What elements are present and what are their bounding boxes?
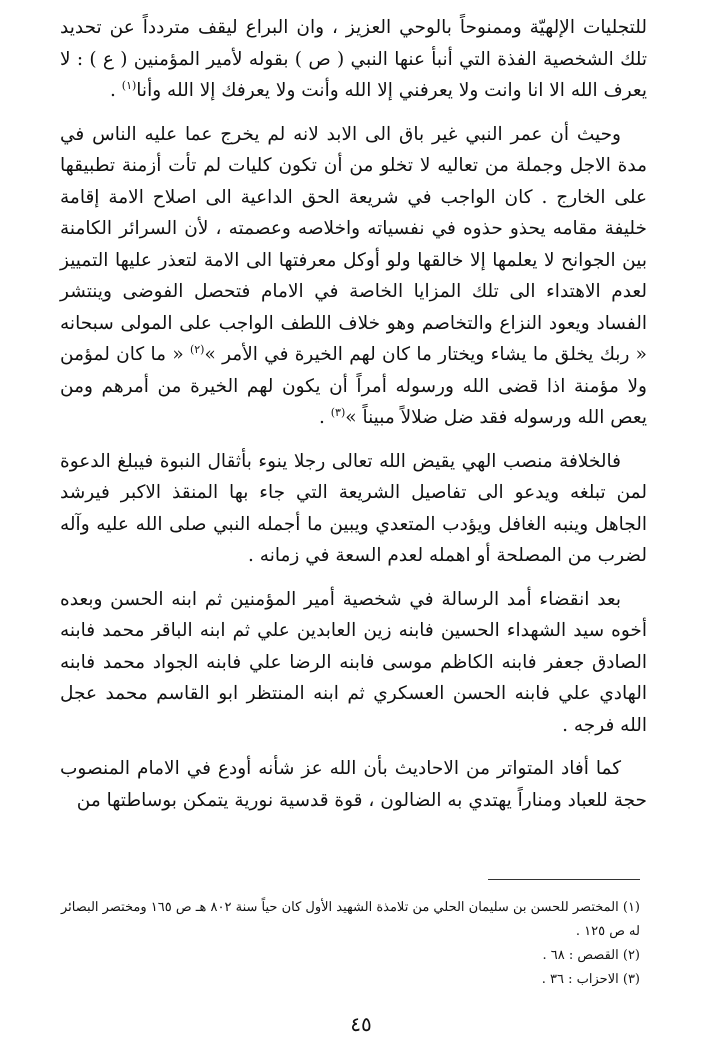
page-number: ٤٥ [350,1012,372,1036]
paragraph-3: فالخلافة منصب الهي يقيض الله تعالى رجلا ينوء بأثقال النبوة فيبلغ الدعوة لمن تبلغه ويدعو الى تفاصيل الشريعة التي جاء بها المنقذ الاكبر فيرشد الجاهل وينبه الغافل ويؤدب المتعدي ويبين ما أجمله النبي صلى الله عليه وآله لضرب من المصلحة أو اهمله لعدم السعة في زمانه . [60,450,647,566]
footnote-3: (٣) الاحزاب : ٣٦ . [541,972,640,987]
footnote-2: (٢) القصص : ٦٨ . [542,948,640,963]
footnotes [60,896,640,992]
footnote-1: (١) المختصر للحسن بن سليمان الحلي من تلامذة الشهيد الأول كان حياً سنة ٨٠٢ هـ ص ١٦٥ ومختصر البصائر له ص ١٢٥ . [61,900,640,939]
footnote-ref-2: (٢) [189,342,205,356]
body-text [60,12,647,828]
footnote-ref-1: (١) [121,78,137,92]
paragraph-1: للتجليات الإلهيّة وممنوحاً بالوحي العزيز ، وان البراع ليقف متردداً عن تحديد تلك الشخصية الفذة التي أنبأ عنها النبي ( ص ) بقوله لأمير المؤمنين ( ع ) : لا يعرف الله الا انا وانت ولا يعرفني إلا الله وأنت ولا يعرفك إلا الله وأنا$^{(١)}$ . [60,17,647,101]
paragraph-4: بعد انقضاء أمد الرسالة في شخصية أمير المؤمنين ثم ابنه الحسن وبعده أخوه سيد الشهداء الحسين فابنه زين العابدين علي ثم ابنه الباقر محمد فابنه الصادق جعفر فابنه الكاظم موسى فابنه الرضا علي فابنه الجواد محمد فابنه الهادي علي فابنه الحسن العسكري ثم ابنه المنتظر ابو القاسم محمد عجل الله فرجه . [60,588,647,736]
paragraph-2: وحيث أن عمر النبي غير باق الى الابد لانه لم يخرج عما عليه الناس في مدة الاجل وجملة من تعاليه لا تخلو من أن تكون كليات لم تأت أزمنة تطبيقها على الخارج . كان الواجب في شريعة الحق الداعية الى اصلاح الامة إقامة خليفة مقامه يحذو حذوه في نفسياته واخلاصه وعصمته ، لأن السرائر الكامنة بين الجوانح لا يعلمها إلا خالقها ولو أوكل معرفتها الى الامة لتعذر عليها التمييز لعدم الاهتداء الى تلك المزايا الخاصة في الامام فتحصل الفوضى وينتشر الفساد ويعود النزاع والتخاصم وهو خلاف اللطف الواجب على المولى سبحانه « ربك يخلق ما يشاء ويختار ما كان لهم الخيرة في الأمر »$^{(٢)}$ « ما كان لمؤمن ولا مؤمنة اذا قضى الله ورسوله أمراً أن يكون لهم الخيرة من أمرهم ومن يعص الله ورسوله فقد ضل ضلالاً مبيناً »$^{(٣)}$ . [60,123,647,428]
footnote-ref-3: (٣) [330,405,346,419]
paragraph-5: كما أفاد المتواتر من الاحاديث بأن الله عز شأنه أودع في الامام المنصوب حجة للعباد ومناراً يهتدي به الضالون ، قوة قدسية نورية يتمكن بوساطتها من [60,758,647,811]
footnote-divider [488,879,640,880]
